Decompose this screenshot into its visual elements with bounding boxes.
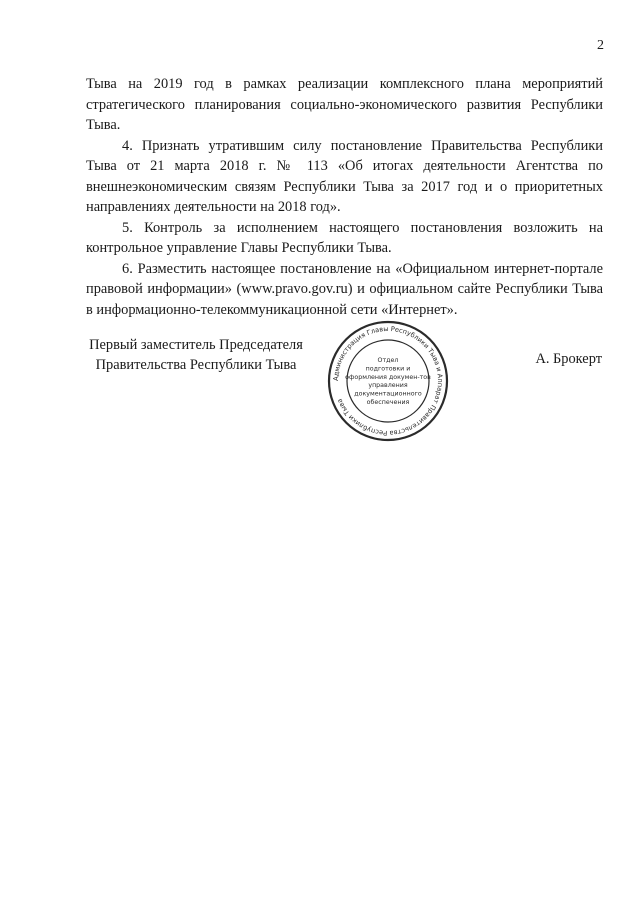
seal-center-line: управления (368, 382, 408, 390)
seal-center-line: документационного (354, 390, 422, 398)
seal-center-line: Отдел (377, 357, 399, 364)
seal-center-text (345, 357, 431, 406)
signer-name: А. Брокерт (535, 351, 602, 367)
seal-center-line: обеспечения (366, 399, 410, 406)
signer-position (86, 335, 306, 375)
seal-center-line: подготовки и (365, 365, 411, 373)
document-body (86, 74, 603, 320)
paragraph-item-4: 4. Признать утратившим силу постановление Правительства Республики Тыва от 21 марта 2018 г. № 113 «Об итогах деятельности Агентства по внешнеэкономическим связям Республики Тыва за 2017 год и о приоритетных направлениях деятельности на 2018 год». (86, 137, 603, 215)
paragraph-item-5: 5. Контроль за исполнением настоящего постановления возложить на контрольное управление Главы Республики Тыва. (86, 219, 603, 256)
seal-center-line: оформления докумен-тов (345, 373, 431, 381)
seal-ring-text: Администрация Главы Республики Тыва и Аппарат Правительства Республики Тыва (331, 324, 445, 438)
seal-inner-ring (347, 340, 429, 422)
page-number: 2 (597, 38, 604, 53)
signer-position-line-1: Первый заместитель Председателя (89, 337, 303, 353)
paragraph-continuation: Тыва на 2019 год в рамках реализации комплексного плана мероприятий стратегического планирования социально-экономического развития Республики Тыва. (86, 76, 603, 133)
official-seal-stamp (326, 319, 450, 443)
signer-position-line-2: Правительства Республики Тыва (95, 357, 297, 373)
paragraph-item-6: 6. Разместить настоящее постановление на «Официальном интернет-портале правовой информации» (www.pravo.gov.ru) и официальном сайте Республики Тыва в информационно-телекоммуникационной сети «Интернет». (86, 260, 603, 318)
